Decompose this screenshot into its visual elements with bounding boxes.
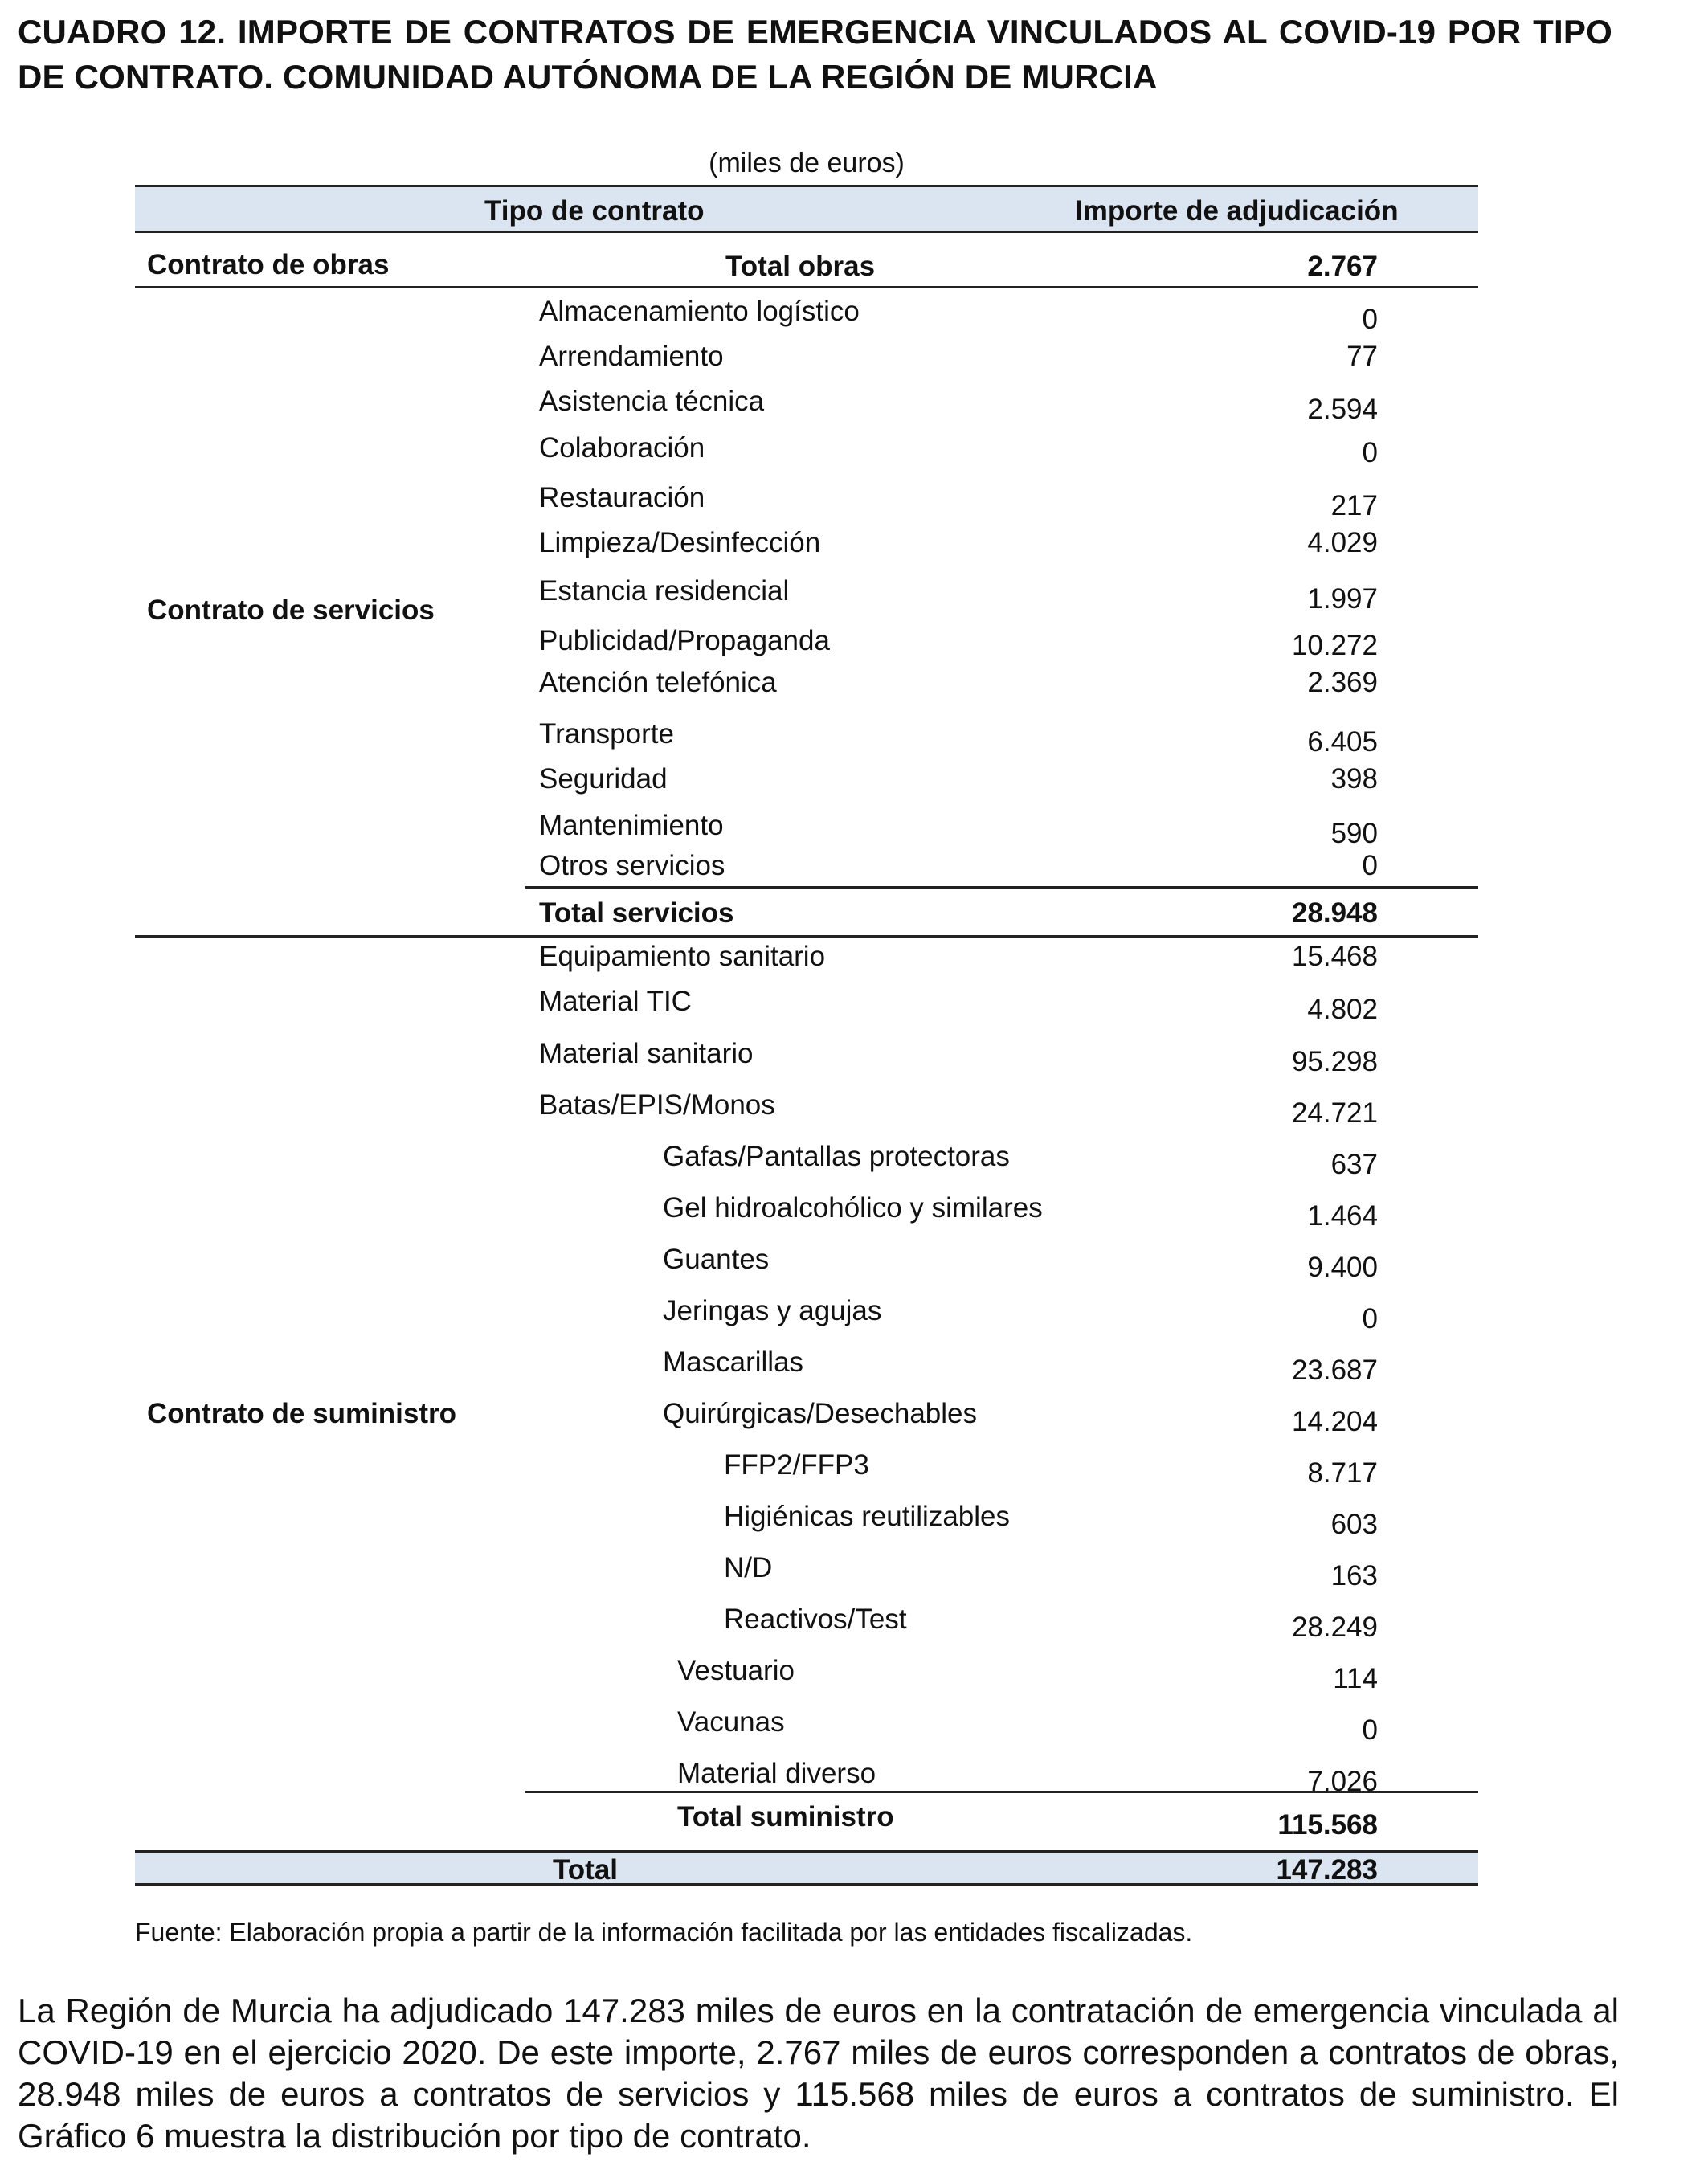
row-value: 0 <box>1362 437 1378 468</box>
total-obras-label: Total obras <box>725 251 876 282</box>
table-row <box>135 1036 1478 1077</box>
table-row <box>135 1448 1478 1488</box>
table-row <box>135 1653 1478 1694</box>
divider <box>135 935 1478 938</box>
row-value: 0 <box>1362 1303 1378 1334</box>
row-label: Quirúrgicas/Desechables <box>663 1398 978 1429</box>
grand-total-row <box>135 1850 1478 1886</box>
row-label: Material TIC <box>539 986 692 1017</box>
header-type: Tipo de contrato <box>484 195 705 227</box>
row-label: Restauración <box>539 482 705 513</box>
row-label: Asistencia técnica <box>539 386 765 417</box>
row-value: 4.029 <box>1307 527 1378 558</box>
row-value: 24.721 <box>1291 1097 1378 1129</box>
row-label: Reactivos/Test <box>724 1604 907 1635</box>
group-obras: Contrato de obras <box>147 249 390 280</box>
table-row <box>135 762 1478 802</box>
row-label: Jeringas y agujas <box>663 1295 882 1326</box>
table-row <box>135 848 1478 889</box>
table-row <box>135 574 1478 614</box>
divider <box>525 1791 1478 1793</box>
header-amount: Importe de adjudicación <box>1075 195 1399 227</box>
table-row <box>135 1242 1478 1282</box>
row-value: 590 <box>1330 818 1378 849</box>
row-value: 217 <box>1330 490 1378 521</box>
row-value: 77 <box>1346 341 1378 372</box>
table-row <box>135 1139 1478 1179</box>
row-value: 603 <box>1330 1509 1378 1540</box>
units-caption: (miles de euros) <box>709 148 905 178</box>
row-value: 163 <box>1330 1560 1378 1592</box>
table-row <box>135 1088 1478 1128</box>
row-label: Vestuario <box>677 1655 795 1686</box>
body-paragraph: La Región de Murcia ha adjudicado 147.283 miles de euros en la contratación de emergencia vinculada al COVID-19 en el ejercicio 2020. De este importe, 2.767 miles de euros corresponden a contratos de obras, 28.948 miles de euros a contratos de servicios y 115.568 miles de euros a contratos de suministro. El Gráfico 6 muestra la distribución por tipo de contrato. <box>18 1992 1619 2155</box>
row-value: 2.594 <box>1307 394 1378 425</box>
table-row <box>135 808 1478 848</box>
row-label: Higiénicas reutilizables <box>724 1501 1010 1532</box>
row-label: Estancia residencial <box>539 575 790 607</box>
total-suministro-label: Total suministro <box>677 1801 894 1833</box>
row-label: Transporte <box>539 718 674 750</box>
row-value: 14.204 <box>1291 1406 1378 1437</box>
row-label: Seguridad <box>539 763 668 795</box>
row-label: Vacunas <box>677 1706 785 1738</box>
row-value: 1.464 <box>1307 1200 1378 1232</box>
row-value: 0 <box>1362 304 1378 335</box>
row-value: 8.717 <box>1307 1457 1378 1489</box>
row-label: Equipamiento sanitario <box>539 941 826 972</box>
row-value: 637 <box>1330 1149 1378 1180</box>
divider <box>525 286 1478 288</box>
table-row <box>135 1345 1478 1385</box>
row-label: Arrendamiento <box>539 341 724 372</box>
group-servicios: Contrato de servicios <box>147 595 435 626</box>
row-value: 28.249 <box>1291 1612 1378 1643</box>
table-row <box>135 939 1478 979</box>
grand-total-value: 147.283 <box>1276 1854 1378 1886</box>
total-suministro-row <box>135 1800 1478 1840</box>
row-label: Material sanitario <box>539 1038 754 1069</box>
table-row <box>135 480 1478 521</box>
table-row <box>135 1499 1478 1539</box>
row-value: 2.369 <box>1307 667 1378 698</box>
row-value: 7.026 <box>1307 1766 1378 1797</box>
total-obras-row <box>135 247 1478 288</box>
row-label: Colaboración <box>539 432 705 464</box>
row-value: 398 <box>1330 763 1378 795</box>
row-label: Atención telefónica <box>539 667 777 698</box>
table-row <box>135 1551 1478 1591</box>
contracts-table <box>135 185 1478 1904</box>
row-value: 23.687 <box>1291 1355 1378 1386</box>
row-value: 4.802 <box>1307 994 1378 1025</box>
row-label: Mascarillas <box>663 1346 804 1378</box>
table-row <box>135 623 1478 664</box>
table-row <box>135 384 1478 424</box>
table-row <box>135 1191 1478 1231</box>
row-value: 9.400 <box>1307 1252 1378 1283</box>
table-header <box>135 185 1478 233</box>
table-row <box>135 665 1478 705</box>
row-value: 1.997 <box>1307 583 1378 615</box>
table-row <box>135 1705 1478 1745</box>
table-row <box>135 294 1478 334</box>
grand-total-label: Total <box>553 1854 619 1886</box>
row-label: N/D <box>724 1552 773 1583</box>
row-value: 0 <box>1362 850 1378 881</box>
table-row <box>135 1396 1478 1436</box>
row-value: 0 <box>1362 1714 1378 1746</box>
row-label: Otros servicios <box>539 850 725 881</box>
table-row <box>135 525 1478 566</box>
row-value: 15.468 <box>1291 941 1378 972</box>
total-suministro-value: 115.568 <box>1277 1809 1378 1841</box>
row-label: Gel hidroalcohólico y similares <box>663 1192 1043 1224</box>
row-label: Batas/EPIS/Monos <box>539 1089 775 1121</box>
table-title: CUADRO 12. IMPORTE DE CONTRATOS DE EMERGENCIA VINCULADOS AL COVID-19 POR TIPO DE CONTRATO. COMUNIDAD AUTÓNOMA DE LA REGIÓN DE MURCIA <box>18 13 1612 96</box>
row-value: 114 <box>1333 1663 1378 1694</box>
row-label: Almacenamiento logístico <box>539 296 860 327</box>
table-row <box>135 984 1478 1024</box>
row-label: Gafas/Pantallas protectoras <box>663 1141 1010 1172</box>
table-row <box>135 1293 1478 1334</box>
group-suministro: Contrato de suministro <box>147 1398 457 1429</box>
table-row <box>135 717 1478 757</box>
row-value: 10.272 <box>1291 630 1378 661</box>
row-label: Guantes <box>663 1244 770 1275</box>
total-servicios-value: 28.948 <box>1291 897 1378 929</box>
total-servicios-row <box>135 896 1478 936</box>
source-note: Fuente: Elaboración propia a partir de la información facilitada por las entidades fiscalizadas. <box>135 1918 1193 1947</box>
divider <box>135 286 525 288</box>
row-value: 6.405 <box>1307 726 1378 758</box>
row-value: 95.298 <box>1291 1046 1378 1077</box>
row-label: FFP2/FFP3 <box>724 1449 869 1481</box>
total-servicios-label: Total servicios <box>539 897 734 929</box>
table-row <box>135 339 1478 379</box>
table-row <box>135 431 1478 471</box>
table-row <box>135 1602 1478 1642</box>
row-label: Limpieza/Desinfección <box>539 527 821 558</box>
row-label: Publicidad/Propaganda <box>539 625 830 656</box>
row-label: Mantenimiento <box>539 810 724 841</box>
divider <box>525 886 1478 889</box>
total-obras-value: 2.767 <box>1307 251 1378 282</box>
row-label: Material diverso <box>677 1758 876 1789</box>
